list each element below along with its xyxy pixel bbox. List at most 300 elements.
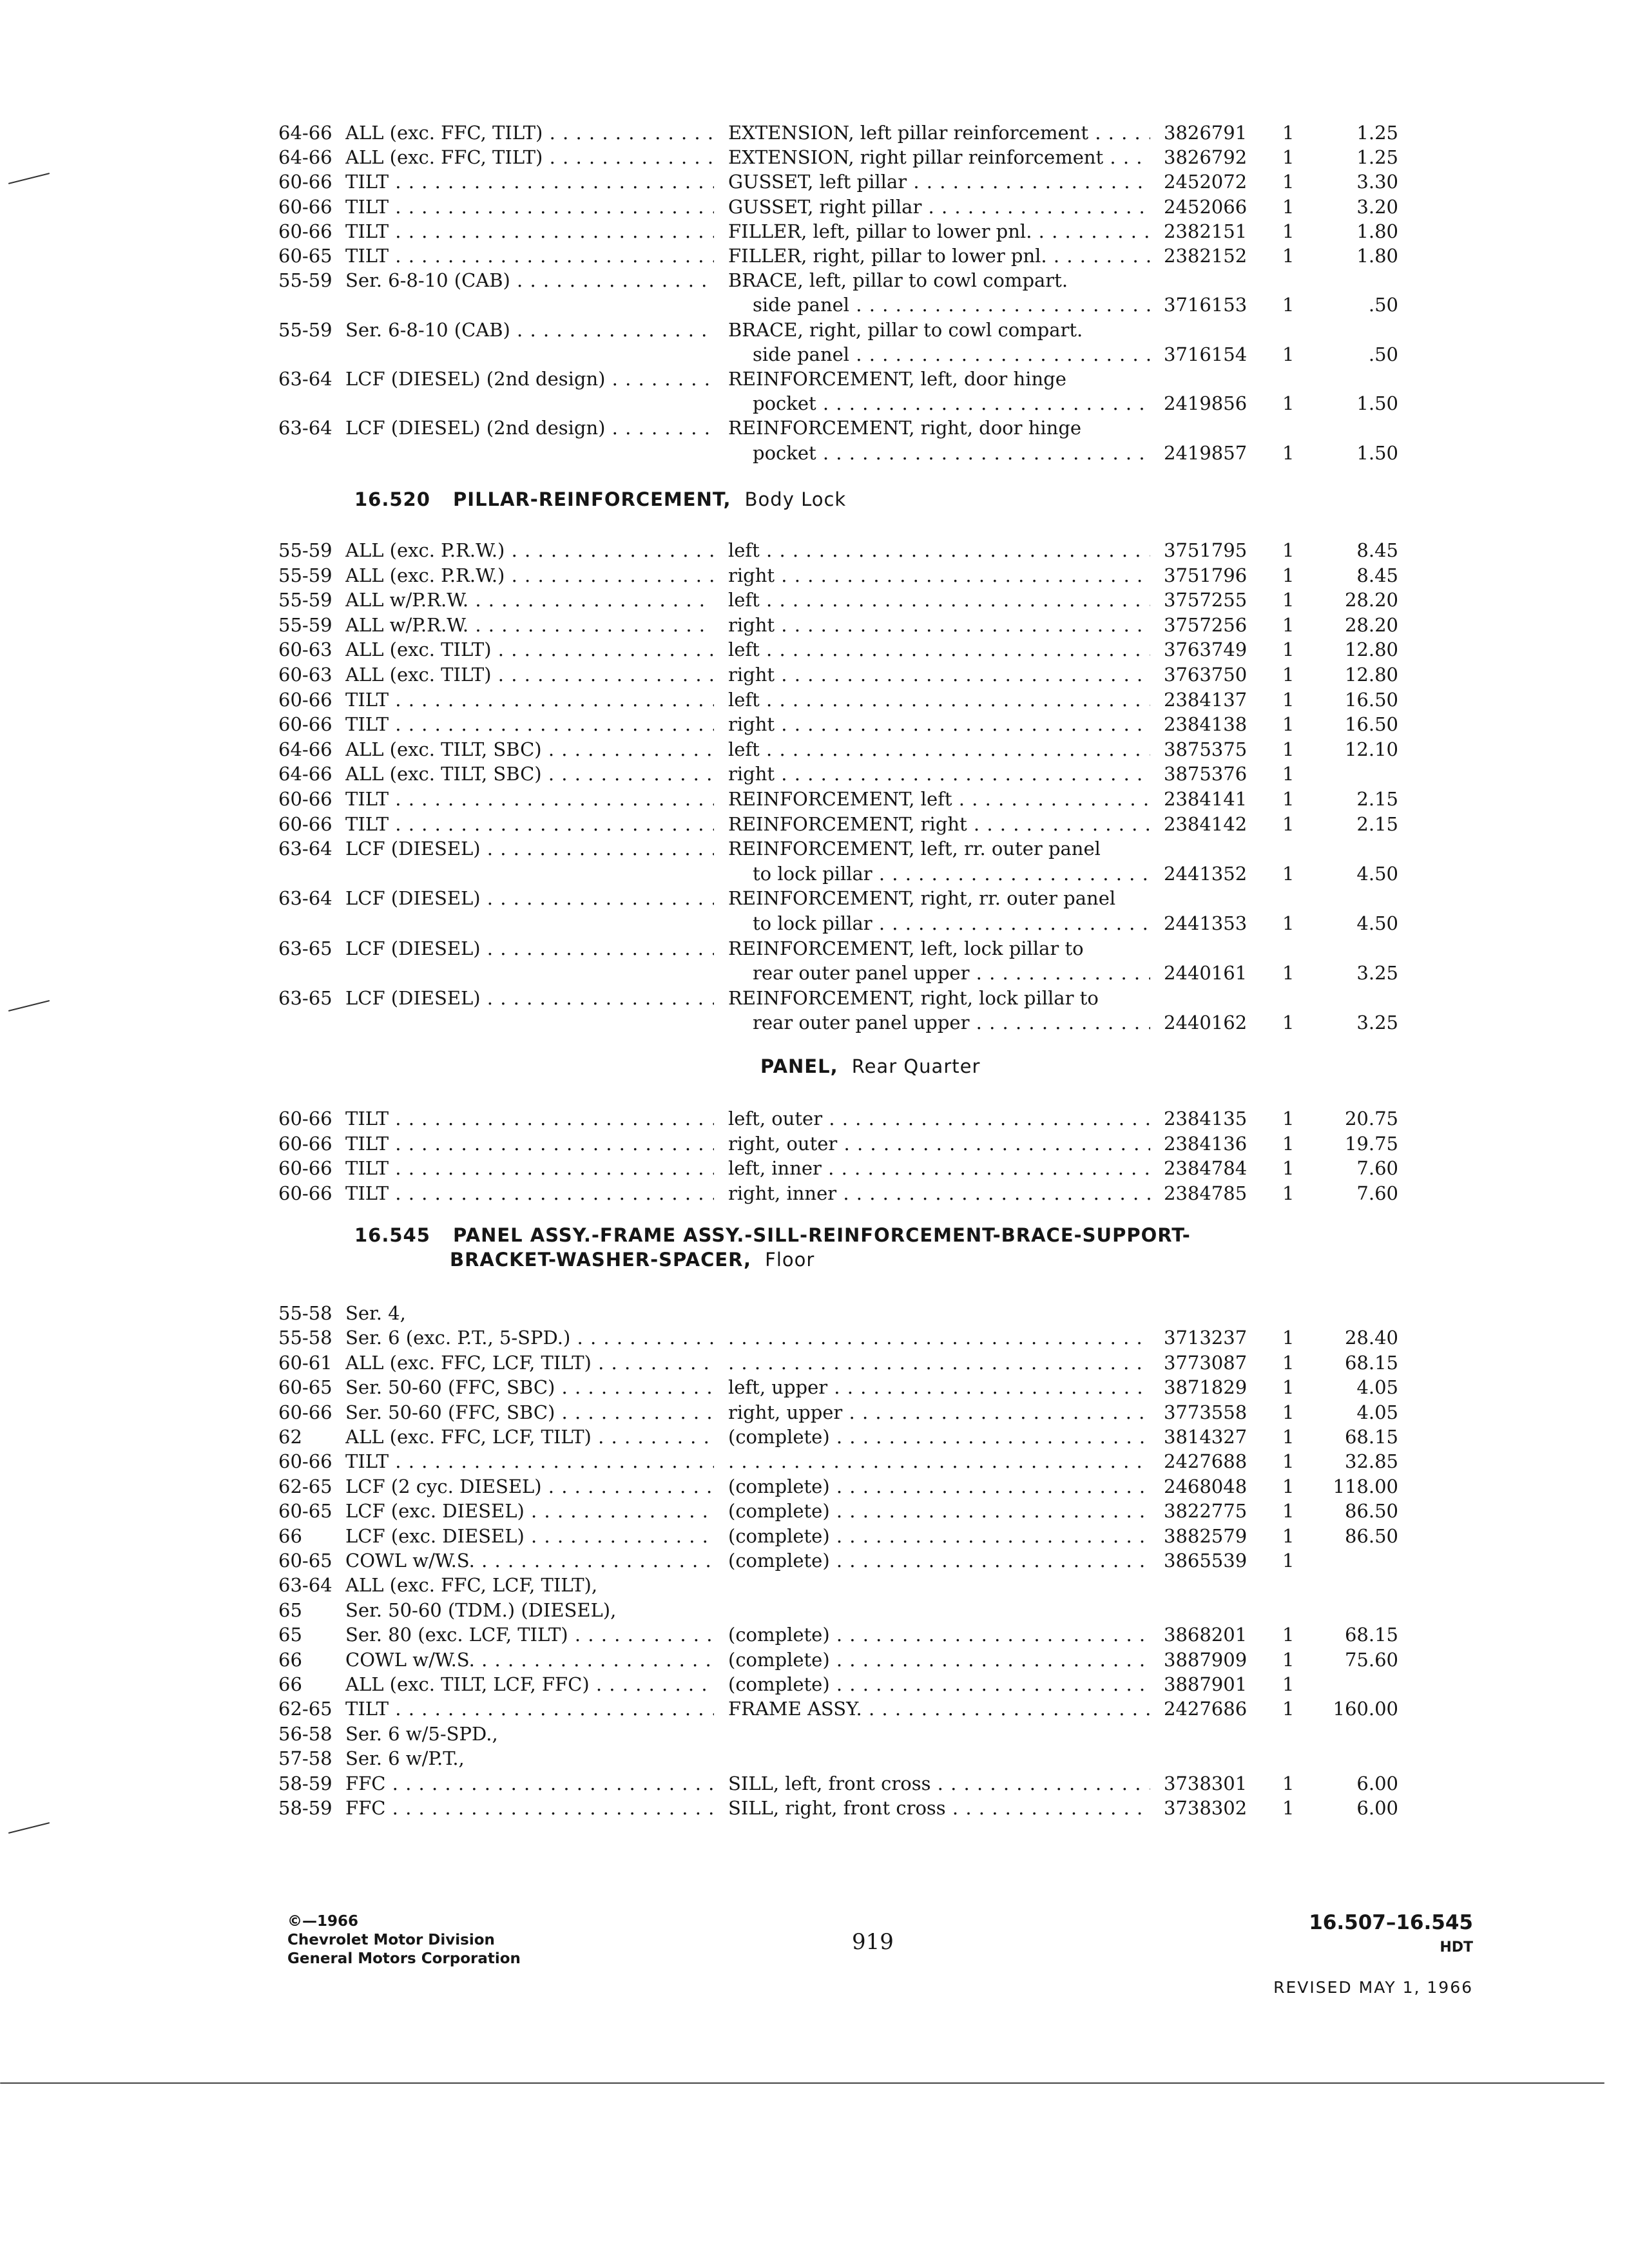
quantity: 1	[1282, 1624, 1295, 1646]
quantity: 1	[1282, 1475, 1295, 1497]
description-continued: side panel . . .	[753, 292, 1150, 318]
description: REINFORCEMENT, right, rr. outer panel	[728, 887, 1116, 910]
description-continued: pocket . . .	[753, 440, 1150, 466]
description: (complete) . . .	[728, 1474, 1150, 1499]
quantity: 1	[1282, 639, 1295, 661]
quantity: 1	[1282, 1524, 1295, 1547]
copyright: ©—1966	[287, 1913, 359, 1930]
quantity: 1	[1282, 1351, 1295, 1374]
list-price: 1.25	[1356, 122, 1398, 144]
application: TILT . . .	[345, 1155, 714, 1181]
description	[728, 1350, 1150, 1376]
division: Chevrolet Motor Division	[287, 1932, 495, 1948]
list-price: 1.25	[1356, 146, 1398, 169]
part-number: 3887901	[1164, 1673, 1248, 1695]
model-years: 57-58	[278, 1747, 333, 1770]
list-price: 28.40	[1344, 1327, 1398, 1349]
part-number: 3738301	[1164, 1772, 1248, 1794]
list-price: 4.05	[1356, 1401, 1398, 1423]
description: right . . .	[728, 761, 1150, 787]
quantity: 1	[1282, 738, 1295, 760]
part-number: 2384137	[1164, 688, 1248, 711]
model-years: 66	[278, 1524, 302, 1547]
quantity: 1	[1282, 788, 1295, 810]
application: ALL w/P.R.W. . . .	[345, 587, 714, 613]
application: Ser. 6 (exc. P.T., 5-SPD.) . . .	[345, 1325, 714, 1350]
hole-punch-mark	[8, 173, 50, 184]
part-number: 2441352	[1164, 862, 1248, 885]
application: TILT . . .	[345, 711, 714, 737]
list-price: 3.25	[1356, 1012, 1398, 1034]
part-number: 3757256	[1164, 613, 1248, 636]
list-price: 1.50	[1356, 392, 1398, 415]
model-years: 60-66	[278, 788, 333, 810]
part-number: 2419857	[1164, 441, 1248, 464]
model-years: 63-65	[278, 986, 333, 1009]
description: left . . .	[728, 687, 1150, 713]
part-number: 3773558	[1164, 1401, 1248, 1423]
quantity: 1	[1282, 763, 1295, 785]
model-years: 63-64	[278, 417, 333, 439]
model-years: 60-65	[278, 1500, 333, 1523]
application: TILT . . .	[345, 1448, 714, 1474]
list-price: 7.60	[1356, 1157, 1398, 1179]
model-years: 58-59	[278, 1797, 333, 1819]
description-continued: pocket . . .	[753, 390, 1150, 416]
part-number: 3887909	[1164, 1648, 1248, 1671]
list-price: 86.50	[1344, 1500, 1398, 1523]
description-continued: side panel . . .	[753, 341, 1150, 367]
list-price: 160.00	[1333, 1698, 1398, 1720]
description: left, upper . . .	[728, 1374, 1150, 1400]
quantity: 1	[1282, 1182, 1295, 1204]
description: right, outer . . .	[728, 1131, 1150, 1157]
description: REINFORCEMENT, left . . .	[728, 786, 1150, 812]
part-number: 3757255	[1164, 589, 1248, 611]
application: LCF (exc. DIESEL) . . .	[345, 1498, 714, 1524]
application: FFC . . .	[345, 1795, 714, 1821]
quantity: 1	[1282, 1500, 1295, 1523]
list-price: 32.85	[1344, 1450, 1398, 1473]
corporation: General Motors Corporation	[287, 1950, 521, 1967]
description: FRAME ASSY. . . .	[728, 1696, 1150, 1722]
section-heading-rear-quarter	[760, 1055, 980, 1077]
model-years: 55-58	[278, 1327, 333, 1349]
application: LCF (DIESEL) (2nd design) . . .	[345, 366, 714, 392]
model-years: 60-65	[278, 245, 333, 267]
application: Ser. 80 (exc. LCF, TILT) . . .	[345, 1622, 714, 1648]
part-number: 2384135	[1164, 1108, 1248, 1129]
list-price: .50	[1368, 294, 1398, 316]
part-number: 3751796	[1164, 564, 1248, 586]
application: ALL (exc. FFC, LCF, TILT) . . .	[345, 1424, 714, 1450]
quantity: 1	[1282, 1157, 1295, 1179]
model-years: 63-64	[278, 368, 333, 390]
part-number: 3716153	[1164, 294, 1248, 316]
model-years: 60-65	[278, 1376, 333, 1399]
list-price: 1.80	[1356, 245, 1398, 267]
description: (complete) . . .	[728, 1498, 1150, 1524]
application: Ser. 50-60 (TDM.) (DIESEL),	[345, 1599, 617, 1621]
quantity: 1	[1282, 539, 1295, 561]
quantity: 1	[1282, 343, 1295, 365]
list-price: 86.50	[1344, 1524, 1398, 1547]
part-number: 2384136	[1164, 1132, 1248, 1155]
description: (complete) . . .	[728, 1548, 1150, 1573]
list-price: 3.30	[1356, 171, 1398, 193]
list-price: 3.20	[1356, 195, 1398, 218]
description: SILL, right, front cross . . .	[728, 1795, 1150, 1821]
application: COWL w/W.S. . . .	[345, 1647, 714, 1673]
list-price: 12.10	[1344, 738, 1398, 760]
footer-publisher	[287, 1912, 521, 1968]
quantity: 1	[1282, 1797, 1295, 1819]
list-price: 12.80	[1344, 664, 1398, 686]
quantity: 1	[1282, 195, 1295, 218]
list-price: 8.45	[1356, 539, 1398, 561]
section-title-line2: BRACKET-WASHER-SPACER,	[450, 1249, 752, 1271]
part-number: 3882579	[1164, 1524, 1248, 1547]
model-years: 55-59	[278, 269, 333, 292]
application: TILT . . .	[345, 811, 714, 837]
application: ALL (exc. P.R.W.) . . .	[345, 537, 714, 563]
quantity: 1	[1282, 912, 1295, 934]
model-years: 62-65	[278, 1475, 333, 1497]
model-years: 58-59	[278, 1772, 333, 1794]
application: ALL (exc. FFC, TILT) . . .	[345, 144, 714, 170]
application: TILT . . .	[345, 243, 714, 269]
model-years: 55-59	[278, 318, 333, 341]
description-continued: to lock pillar . . .	[753, 861, 1150, 887]
list-price: 4.50	[1356, 862, 1398, 885]
application: Ser. 6 w/5-SPD.,	[345, 1722, 498, 1745]
part-number: 3751795	[1164, 539, 1248, 561]
quantity: 1	[1282, 146, 1295, 169]
part-number: 2382152	[1164, 245, 1248, 267]
list-price: 2.15	[1356, 788, 1398, 810]
application: LCF (exc. DIESEL) . . .	[345, 1523, 714, 1549]
application: Ser. 6-8-10 (CAB) . . .	[345, 317, 714, 343]
model-years: 55-58	[278, 1302, 333, 1324]
part-number: 2440161	[1164, 962, 1248, 985]
model-years: 64-66	[278, 763, 333, 785]
application: LCF (DIESEL) . . .	[345, 936, 714, 961]
model-years: 60-66	[278, 1450, 333, 1473]
description: (complete) . . .	[728, 1671, 1150, 1697]
model-years: 66	[278, 1673, 302, 1695]
part-number: 2384141	[1164, 788, 1248, 810]
part-number: 2452072	[1164, 171, 1248, 193]
section-heading-16545	[354, 1224, 1191, 1246]
description: REINFORCEMENT, right, lock pillar to	[728, 986, 1099, 1009]
model-years: 55-59	[278, 589, 333, 611]
application: TILT . . .	[345, 1696, 714, 1722]
description: (complete) . . .	[728, 1523, 1150, 1549]
part-number: 3875376	[1164, 763, 1248, 785]
model-years: 60-66	[278, 195, 333, 218]
part-number: 2440162	[1164, 1012, 1248, 1034]
model-years: 55-59	[278, 564, 333, 586]
model-years: 60-65	[278, 1550, 333, 1571]
model-years: 63-65	[278, 937, 333, 959]
application: TILT . . .	[345, 1106, 714, 1131]
part-number: 2427686	[1164, 1698, 1248, 1720]
description: left, outer . . .	[728, 1106, 1150, 1131]
description: REINFORCEMENT, left, lock pillar to	[728, 937, 1084, 959]
description	[728, 1325, 1150, 1350]
application: LCF (DIESEL) (2nd design) . . .	[345, 415, 714, 441]
section-range: 16.507–16.545	[1309, 1911, 1473, 1934]
list-price: 7.60	[1356, 1182, 1398, 1204]
list-price: .50	[1368, 343, 1398, 365]
model-years: 60-63	[278, 664, 333, 686]
description: SILL, left, front cross . . .	[728, 1771, 1150, 1796]
page-number: 919	[852, 1929, 894, 1955]
application: TILT . . .	[345, 687, 714, 713]
list-price: 8.45	[1356, 564, 1398, 586]
application: LCF (DIESEL) . . .	[345, 885, 714, 911]
description: FILLER, right, pillar to lower pnl. . . .	[728, 243, 1150, 269]
section-title-line1: PANEL ASSY.-FRAME ASSY.-SILL-REINFORCEMENT-BRACE-SUPPORT-	[453, 1224, 1191, 1246]
application: ALL (exc. FFC, LCF, TILT) . . .	[345, 1350, 714, 1376]
model-years: 55-59	[278, 613, 333, 636]
section-heading-16520	[354, 488, 846, 510]
quantity: 1	[1282, 1376, 1295, 1399]
quantity: 1	[1282, 688, 1295, 711]
model-years: 60-66	[278, 1157, 333, 1179]
quantity: 1	[1282, 392, 1295, 415]
model-years: 60-66	[278, 1401, 333, 1423]
description-continued: rear outer panel upper . . .	[753, 1010, 1150, 1035]
application: ALL (exc. FFC, TILT) . . .	[345, 120, 714, 146]
part-number: 3865539	[1164, 1550, 1248, 1571]
quantity: 1	[1282, 122, 1295, 144]
part-number: 2384784	[1164, 1157, 1248, 1179]
description: GUSSET, right pillar . . .	[728, 194, 1150, 220]
list-price: 4.05	[1356, 1376, 1398, 1399]
description: right . . .	[728, 612, 1150, 638]
model-years: 62-65	[278, 1698, 333, 1720]
model-years: 62	[278, 1426, 302, 1448]
quantity: 1	[1282, 613, 1295, 636]
hole-punch-mark	[8, 1000, 50, 1012]
model-years: 63-64	[278, 838, 333, 860]
model-years: 64-66	[278, 738, 333, 760]
quantity: 1	[1282, 294, 1295, 316]
part-number: 3814327	[1164, 1426, 1248, 1448]
model-years: 60-63	[278, 639, 333, 661]
application: TILT . . .	[345, 1180, 714, 1206]
part-number: 3875375	[1164, 738, 1248, 760]
description: left . . .	[728, 637, 1150, 662]
application: ALL (exc. P.R.W.) . . .	[345, 562, 714, 588]
quantity: 1	[1282, 962, 1295, 985]
description: BRACE, right, pillar to cowl compart.	[728, 318, 1083, 341]
part-number: 2468048	[1164, 1475, 1248, 1497]
list-price: 68.15	[1344, 1624, 1398, 1646]
quantity: 1	[1282, 862, 1295, 885]
application: Ser. 4,	[345, 1302, 406, 1324]
quantity: 1	[1282, 245, 1295, 267]
application: ALL w/P.R.W. . . .	[345, 612, 714, 638]
model-years: 66	[278, 1648, 302, 1671]
description: EXTENSION, right pillar reinforcement . . .	[728, 144, 1150, 170]
quantity: 1	[1282, 1648, 1295, 1671]
part-number: 3871829	[1164, 1376, 1248, 1399]
model-years: 65	[278, 1599, 302, 1621]
application: ALL (exc. TILT, SBC) . . .	[345, 761, 714, 787]
description: left . . .	[728, 537, 1150, 563]
section-subtitle: Body Lock	[744, 488, 847, 510]
model-years: 63-64	[278, 1574, 333, 1597]
application: Ser. 6 w/P.T.,	[345, 1747, 465, 1770]
quantity: 1	[1282, 1450, 1295, 1473]
part-number: 2441353	[1164, 912, 1248, 934]
description: BRACE, left, pillar to cowl compart.	[728, 269, 1068, 292]
description: right, upper . . .	[728, 1399, 1150, 1425]
model-years: 60-66	[278, 812, 333, 835]
description: REINFORCEMENT, left, door hinge	[728, 368, 1066, 390]
list-price: 1.50	[1356, 441, 1398, 464]
part-number: 2382151	[1164, 220, 1248, 242]
part-number: 3773087	[1164, 1351, 1248, 1374]
model-years: 65	[278, 1624, 302, 1646]
application: TILT . . .	[345, 1131, 714, 1157]
model-years: 60-66	[278, 171, 333, 193]
part-number: 2419856	[1164, 392, 1248, 415]
list-price: 4.50	[1356, 912, 1398, 934]
model-years: 60-66	[278, 688, 333, 711]
part-number: 3716154	[1164, 343, 1248, 365]
list-price: 6.00	[1356, 1772, 1398, 1794]
quantity: 1	[1282, 1673, 1295, 1695]
part-number: 2384785	[1164, 1182, 1248, 1204]
model-years: 64-66	[278, 146, 333, 169]
quantity: 1	[1282, 1772, 1295, 1794]
section-title: PANEL,	[760, 1055, 838, 1077]
part-number: 3738302	[1164, 1797, 1248, 1819]
list-price: 19.75	[1344, 1132, 1398, 1155]
quantity: 1	[1282, 1550, 1295, 1571]
quantity: 1	[1282, 713, 1295, 736]
description-continued: rear outer panel upper . . .	[753, 960, 1150, 986]
list-price: 68.15	[1344, 1426, 1398, 1448]
quantity: 1	[1282, 812, 1295, 835]
quantity: 1	[1282, 220, 1295, 242]
description: (complete) . . .	[728, 1647, 1150, 1673]
part-number: 3713237	[1164, 1327, 1248, 1349]
list-price: 12.80	[1344, 639, 1398, 661]
part-number: 2384138	[1164, 713, 1248, 736]
description: right . . .	[728, 562, 1150, 588]
part-number: 2384142	[1164, 812, 1248, 835]
section-number: 16.545	[354, 1224, 430, 1246]
model-years: 60-66	[278, 713, 333, 736]
description: left, inner . . .	[728, 1155, 1150, 1181]
description: left . . .	[728, 587, 1150, 613]
list-price: 28.20	[1344, 613, 1398, 636]
list-price: 20.75	[1344, 1108, 1398, 1129]
application: TILT . . .	[345, 194, 714, 220]
list-price: 16.50	[1344, 688, 1398, 711]
part-number: 3763749	[1164, 639, 1248, 661]
section-heading-16545-line2	[450, 1249, 815, 1271]
description: (complete) . . .	[728, 1424, 1150, 1450]
page-bottom-edge	[0, 2082, 1605, 2084]
application: ALL (exc. TILT, LCF, FFC) . . .	[345, 1671, 714, 1697]
description: right, inner . . .	[728, 1180, 1150, 1206]
quantity: 1	[1282, 1327, 1295, 1349]
application: TILT . . .	[345, 169, 714, 195]
application: COWL w/W.S. . . .	[345, 1548, 714, 1573]
list-price: 2.15	[1356, 812, 1398, 835]
description: GUSSET, left pillar . . .	[728, 169, 1150, 195]
list-price: 1.80	[1356, 220, 1398, 242]
model-years: 60-61	[278, 1351, 333, 1374]
list-price: 75.60	[1344, 1648, 1398, 1671]
model-years: 60-66	[278, 1132, 333, 1155]
description: REINFORCEMENT, left, rr. outer panel	[728, 838, 1101, 860]
quantity: 1	[1282, 1401, 1295, 1423]
list-price: 118.00	[1333, 1475, 1398, 1497]
list-price: 3.25	[1356, 962, 1398, 985]
description: FILLER, left, pillar to lower pnl. . . .	[728, 218, 1150, 244]
list-price: 6.00	[1356, 1797, 1398, 1819]
model-code: HDT	[1440, 1939, 1473, 1956]
model-years: 60-66	[278, 1108, 333, 1129]
application: Ser. 6-8-10 (CAB) . . .	[345, 267, 714, 293]
description-continued: to lock pillar . . .	[753, 910, 1150, 936]
description: REINFORCEMENT, right, door hinge	[728, 417, 1082, 439]
application: Ser. 50-60 (FFC, SBC) . . .	[345, 1399, 714, 1425]
application: ALL (exc. FFC, LCF, TILT),	[345, 1574, 598, 1597]
application: ALL (exc. TILT) . . .	[345, 662, 714, 687]
section-subtitle: Floor	[765, 1249, 815, 1271]
description: (complete) . . .	[728, 1622, 1150, 1648]
list-price: 16.50	[1344, 713, 1398, 736]
application: TILT . . .	[345, 218, 714, 244]
description: REINFORCEMENT, right . . .	[728, 811, 1150, 837]
section-subtitle: Rear Quarter	[851, 1055, 981, 1077]
application: LCF (DIESEL) . . .	[345, 985, 714, 1011]
description: left . . .	[728, 736, 1150, 762]
model-years: 64-66	[278, 122, 333, 144]
model-years: 55-59	[278, 539, 333, 561]
application: ALL (exc. TILT, SBC) . . .	[345, 736, 714, 762]
quantity: 1	[1282, 1108, 1295, 1129]
list-price: 28.20	[1344, 589, 1398, 611]
quantity: 1	[1282, 441, 1295, 464]
application: Ser. 50-60 (FFC, SBC) . . .	[345, 1374, 714, 1400]
model-years: 60-66	[278, 220, 333, 242]
section-number: 16.520	[354, 488, 430, 510]
model-years: 60-66	[278, 1182, 333, 1204]
description	[728, 1448, 1150, 1474]
model-years: 56-58	[278, 1722, 333, 1745]
application: LCF (DIESEL) . . .	[345, 836, 714, 861]
section-title: PILLAR-REINFORCEMENT,	[453, 488, 731, 510]
description: right . . .	[728, 711, 1150, 737]
quantity: 1	[1282, 1012, 1295, 1034]
hole-punch-mark	[8, 1822, 50, 1834]
application: ALL (exc. TILT) . . .	[345, 637, 714, 662]
part-number: 3868201	[1164, 1624, 1248, 1646]
part-number: 3763750	[1164, 664, 1248, 686]
quantity: 1	[1282, 589, 1295, 611]
application: LCF (2 cyc. DIESEL) . . .	[345, 1474, 714, 1499]
revised-date: REVISED MAY 1, 1966	[1273, 1978, 1473, 1997]
part-number: 2427688	[1164, 1450, 1248, 1473]
